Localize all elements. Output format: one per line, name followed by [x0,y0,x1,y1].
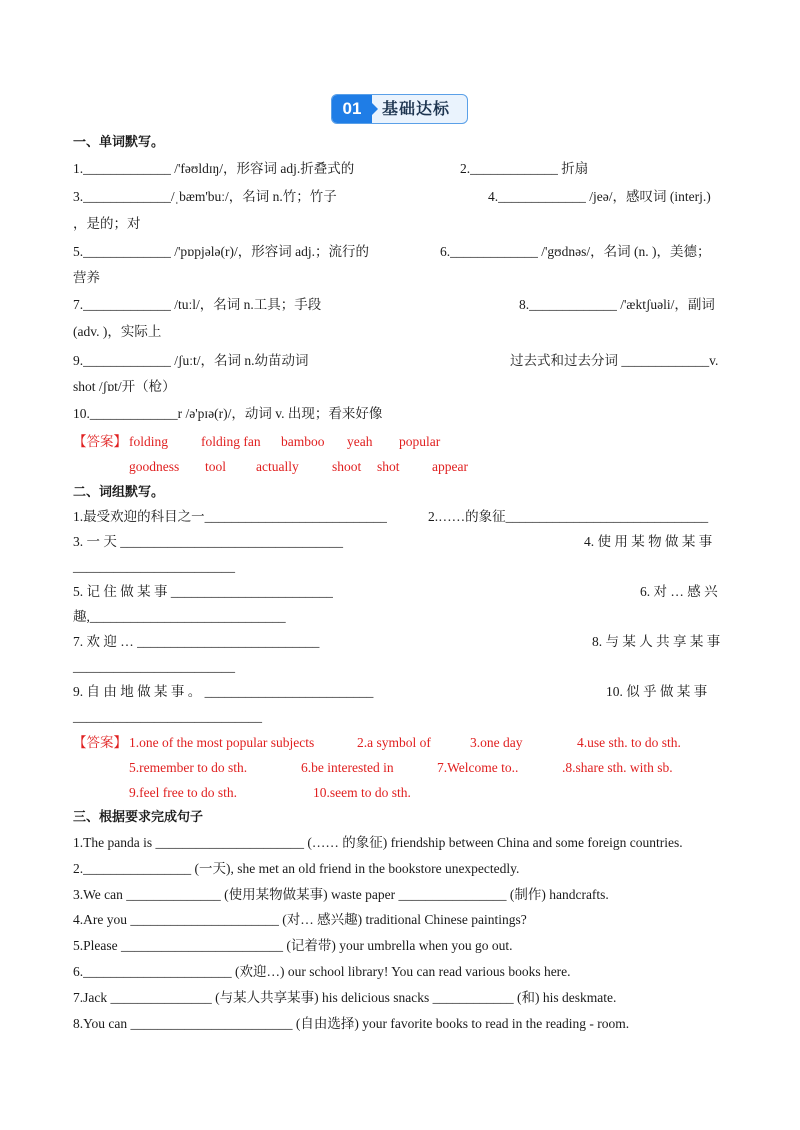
s1-answer: folding [129,434,168,449]
section2-heading: 二、词组默写。 [73,485,165,500]
s3-sentence-3: 3.We can ______________ (使用某物做某事) waste paper ________________ (制作) handcrafts. [73,887,609,902]
s1-line-6-cont: 营养 [73,270,100,285]
s1-answer: bamboo [281,434,325,449]
s3-sentence-6: 6.______________________ (欢迎…) our school library! You can read various books here. [73,964,571,979]
s1-answer: folding fan [201,434,261,449]
s2-answer: 10.seem to do sth. [313,785,411,800]
s2-answer: 1.one of the most popular subjects [129,735,315,750]
s1-answer: popular [399,434,441,449]
s2-line-10: 10. 似 乎 做 某 事 [606,684,708,699]
s2-answer: 2.a symbol of [357,735,431,750]
section-badge [331,94,468,124]
s1-line-9-right: 过去式和过去分词 _____________v. [510,353,719,368]
s2-line-8-cont: ________________________ [73,659,235,674]
s3-sentence-8: 8.You can ________________________ (自由选择) your favorite books to read in the reading - room. [73,1016,630,1031]
s1-line-5: 5._____________ /'pɒpjələ(r)/，形容词 adj.；流行的 [73,244,369,259]
s1-answer: appear [432,459,468,474]
section1-heading: 一、单词默写。 [73,135,165,150]
s1-line-1: 1._____________ /'fəʊldɪŋ/，形容词 adj.折叠式的 [73,161,355,176]
s2-line-2: 2.……的象征______________________________ [428,509,709,524]
s2-answer: 6.be interested in [301,760,394,775]
s2-line-4: 4. 使 用 某 物 做 某 事 [584,534,713,549]
s2-line-8: 8. 与 某 人 共 享 某 事 [592,634,721,649]
s3-sentence-5: 5.Please ________________________ (记着带) your umbrella when you go out. [73,938,513,953]
s2-line-1: 1.最受欢迎的科目之一___________________________ [73,509,387,524]
s1-answer: shot [377,459,400,474]
s2-line-6-cont: 趣,_____________________________ [73,609,286,624]
s1-answer: shoot [332,459,362,474]
s2-answer: 4.use sth. to do sth. [577,735,681,750]
s3-sentence-1: 1.The panda is ______________________ (…… 的象征) friendship between China and some foreign countries. [73,835,683,850]
s2-answer: 7.Welcome to.. [437,760,519,775]
s2-line-7: 7. 欢 迎 … ___________________________ [73,634,320,649]
section3-heading: 三、根据要求完成句子 [73,810,204,825]
s1-answer-label: 【答案】 [73,434,127,449]
s1-line-4: 4._____________ /jeə/，感叹词 (interj.) [488,189,711,204]
s1-answer: actually [256,459,299,474]
s2-answer: 5.remember to do sth. [129,760,248,775]
s2-line-3: 3. 一 天 _________________________________ [73,534,343,549]
s1-line-8: 8._____________ /'æktʃuəli/，副词 [519,297,715,312]
s1-line-4-cont: ，是的；对 [73,216,141,231]
s2-line-6: 6. 对 … 感 兴 [640,584,718,599]
s1-line-8-cont: (adv. )，实际上 [73,324,162,339]
s1-line-9: 9._____________ /ʃuːt/，名词 n.幼苗动词 [73,353,309,368]
s1-line-7: 7._____________ /tuːl/，名词 n.工具；手段 [73,297,322,312]
s1-answer: tool [205,459,227,474]
s2-answer: .8.share sth. with sb. [562,760,673,775]
s2-line-9: 9. 自 由 地 做 某 事 。 _________________________ [73,684,374,699]
s1-line-9-cont: shot /ʃɒt/开（枪） [73,379,176,394]
s2-answer: 9.feel free to do sth. [129,785,237,800]
s3-sentence-7: 7.Jack _______________ (与某人共享某事) his delicious snacks ____________ (和) his deskmate. [73,990,617,1005]
s1-line-3: 3._____________/ˌbæm'buː/，名词 n.竹；竹子 [73,189,337,204]
s2-answer: 3.one day [470,735,523,750]
s3-sentence-4: 4.Are you ______________________ (对… 感兴趣) traditional Chinese paintings? [73,912,527,927]
s1-line-2: 2._____________ 折扇 [460,161,589,176]
s1-answer: goodness [129,459,180,474]
s3-sentence-2: 2.________________ (一天), she met an old friend in the bookstore unexpectedly. [73,861,520,876]
s1-line-6: 6._____________ /'gʊdnəs/，名词 (n. )，美德； [440,244,711,259]
badge-title: 基础达标 [382,99,451,118]
s2-answer-label: 【答案】 [73,735,127,750]
s1-answer: yeah [347,434,373,449]
s2-line-4-cont: ________________________ [73,559,235,574]
s1-line-10: 10._____________r /ə'pɪə(r)/，动词 v. 出现；看来好像 [73,406,383,421]
s2-line-10-cont: ____________________________ [73,709,262,724]
badge-number: 01 [332,95,372,123]
s2-line-5: 5. 记 住 做 某 事 ________________________ [73,584,333,599]
